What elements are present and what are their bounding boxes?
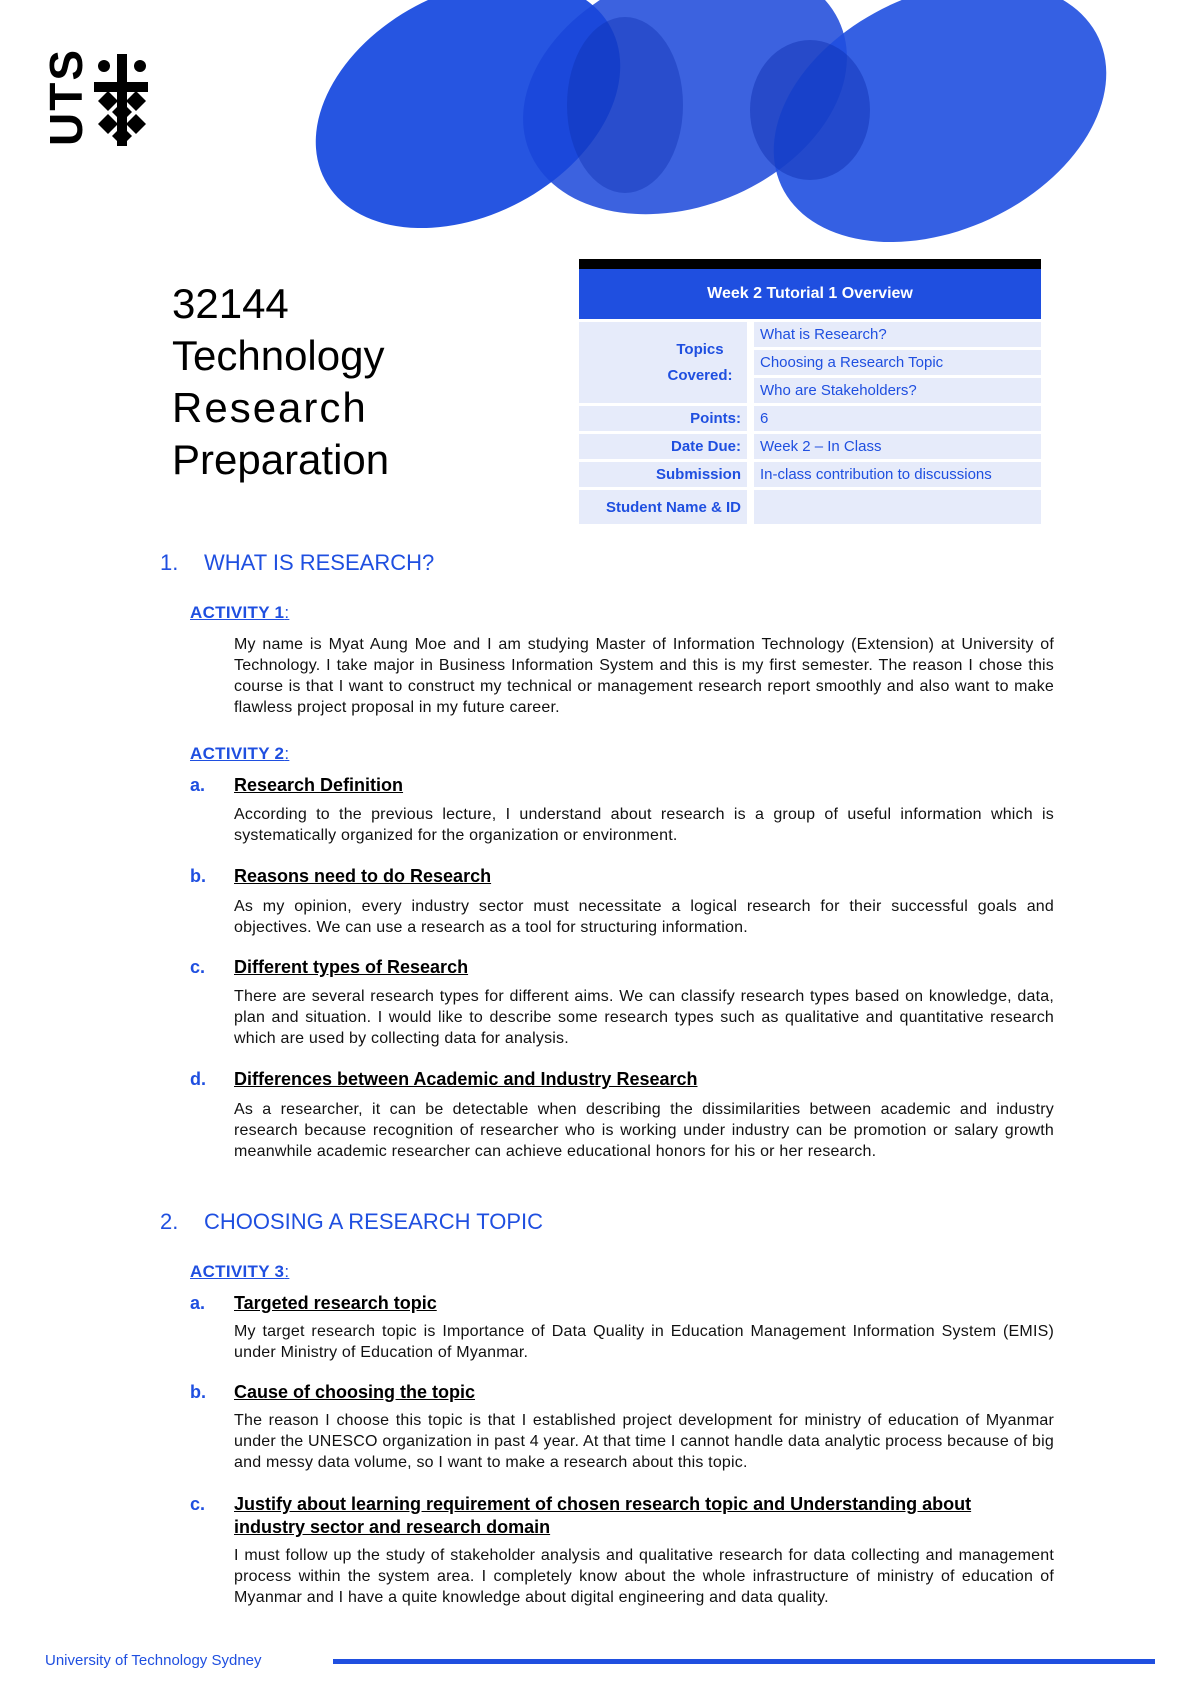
- footer-rule: [333, 1659, 1155, 1664]
- item-text: There are several research types for different aims. We can classify research types based on knowledge, data, plan and situation. I would like to describe some research types such as qualitative and quantitative research which are used by collecting data for analysis.: [234, 988, 1054, 1047]
- item-text: My target research topic is Importance of Data Quality in Education Management Information System (EMIS) under Ministry of Education of Myanmar.: [234, 1323, 1054, 1361]
- logo-crest: [94, 54, 148, 146]
- overview-topbar: [579, 259, 1041, 269]
- item-cause-topic: [190, 1382, 1070, 1403]
- overview-header: Week 2 Tutorial 1 Overview: [579, 269, 1041, 319]
- section-heading-2: [160, 1209, 543, 1235]
- activity-label: ACTIVITY 3: [190, 1262, 285, 1281]
- activity-colon: :: [284, 744, 290, 763]
- points-label: Points:: [579, 406, 754, 431]
- points-value: 6: [754, 406, 1041, 431]
- overview-row-submission: [579, 462, 1041, 487]
- item-types-research: [190, 957, 1070, 978]
- item-title: Targeted research topic: [234, 1293, 437, 1313]
- item-text: I must follow up the study of stakeholder analysis and qualitative research for data collecting and management process within the system area. I completely know about the whole infrastructure of ministry of education of Myanmar and I have a quite knowledge about digital engineering and data quality.: [234, 1547, 1054, 1606]
- activity-label: ACTIVITY 2: [190, 744, 285, 763]
- submission-label: Submission: [579, 462, 754, 487]
- activity-1-text: My name is Myat Aung Moe and I am studying Master of Information Technology (Extension) at University of Technology. I take major in Business Information System and this is my first semester. The reason I chose this course is that I want to construct my technical or management research report smoothly and also want to make flawless project proposal in my future career.: [234, 636, 1054, 716]
- item-title: Reasons need to do Research: [234, 866, 492, 886]
- activity-3-heading: [190, 1262, 289, 1282]
- section-number: 2.: [160, 1209, 179, 1234]
- overview-grid: [579, 319, 1041, 527]
- title-line-code: 32144: [172, 280, 289, 327]
- logo-text: UTS: [40, 48, 92, 146]
- uts-logo: [38, 46, 148, 156]
- item-title: Research Definition: [234, 775, 404, 795]
- section-number: 1.: [160, 550, 179, 575]
- student-value: [754, 490, 1041, 524]
- topic-2: Choosing a Research Topic: [754, 350, 1041, 375]
- submission-value: In-class contribution to discussions: [754, 462, 1041, 487]
- title-line-preparation: Preparation: [172, 436, 390, 483]
- item-research-definition: [190, 775, 1070, 796]
- document-title: [172, 278, 552, 486]
- section-heading-1: [160, 550, 434, 576]
- item-letter: d.: [190, 1069, 206, 1089]
- date-due-label: Date Due:: [579, 434, 754, 459]
- overview-row-date-due: [579, 434, 1041, 459]
- item-title: Justify about learning requirement of chosen research topic and Understanding about industry sector and research domain: [234, 1494, 972, 1537]
- item-title: Cause of choosing the topic: [234, 1382, 476, 1402]
- item-letter: a.: [190, 775, 206, 795]
- blue-ellipses: [273, 0, 1149, 250]
- activity-colon: :: [284, 1262, 290, 1281]
- item-text: As my opinion, every industry sector must necessitate a logical research for their successful goals and objectives. We can use a research as a tool for structuring information.: [234, 898, 1054, 936]
- activity-label: ACTIVITY 1: [190, 603, 285, 622]
- item-letter: c.: [190, 1494, 206, 1514]
- item-academic-industry: [190, 1069, 1070, 1090]
- item-title: Differences between Academic and Industry Research: [234, 1069, 698, 1089]
- item-justify-learning: [190, 1493, 1070, 1539]
- title-line-research: Research: [172, 384, 368, 431]
- overview-table: [579, 259, 1041, 527]
- overview-row-points: [579, 406, 1041, 431]
- section-title: WHAT IS RESEARCH?: [204, 550, 435, 575]
- item-text: According to the previous lecture, I understand about research is a group of useful information which is systematically organized for the organization or environment.: [234, 806, 1054, 844]
- item-targeted-topic: [190, 1293, 1070, 1314]
- header-decoration: [0, 0, 1200, 250]
- activity-1-heading: [190, 603, 289, 623]
- footer-university: University of Technology Sydney: [45, 1652, 262, 1669]
- item-title: Different types of Research: [234, 957, 469, 977]
- overview-row-topic-1: [579, 322, 1041, 347]
- date-due-value: Week 2 – In Class: [754, 434, 1041, 459]
- item-letter: c.: [190, 957, 206, 977]
- activity-colon: :: [284, 603, 290, 622]
- item-text: The reason I choose this topic is that I established project development for ministry of education of Myanmar under the UNESCO organization in past 4 year. At that time I cannot handle data analytic process because of big and messy data volume, so I want to make a research about this topic.: [234, 1412, 1055, 1471]
- item-letter: b.: [190, 1382, 206, 1402]
- topics-label: Topics Covered:: [579, 322, 754, 403]
- title-line-technology: Technology: [172, 332, 385, 379]
- topic-3: Who are Stakeholders?: [754, 378, 1041, 403]
- overview-row-student: [579, 490, 1041, 524]
- item-letter: b.: [190, 866, 206, 886]
- section-title: CHOOSING A RESEARCH TOPIC: [204, 1209, 544, 1234]
- item-text: As a researcher, it can be detectable when describing the dissimilarities between academic and industry research because recognition of researcher who is working under industry can be promotion or salary growth meanwhile academic researcher can achieve educational honors for his or her research.: [234, 1101, 1054, 1160]
- topic-1: What is Research?: [754, 322, 1041, 347]
- activity-2-heading: [190, 744, 289, 764]
- student-label: Student Name & ID: [579, 490, 754, 524]
- item-reasons-research: [190, 866, 1070, 887]
- item-letter: a.: [190, 1293, 206, 1313]
